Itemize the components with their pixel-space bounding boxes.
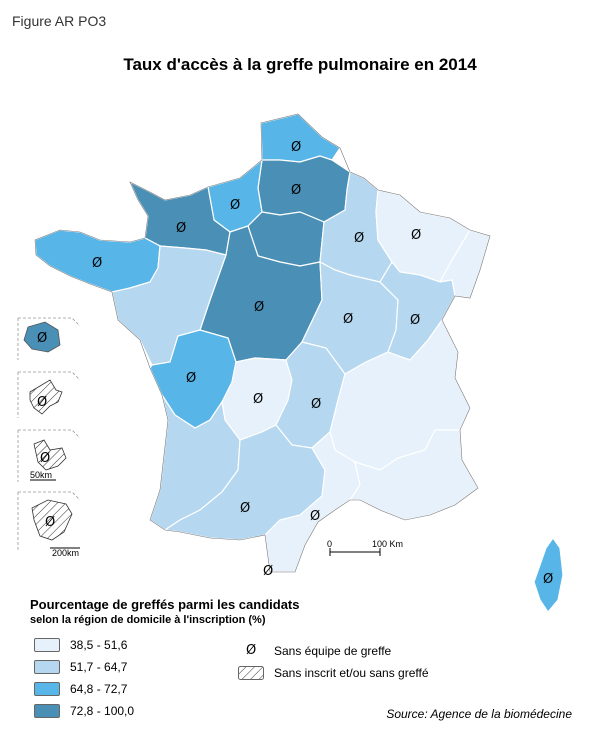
no-team-symbol: Ø [543,572,554,587]
no-team-symbol: Ø [40,451,51,466]
legend-class-label: 72,8 - 100,0 [70,704,135,718]
no-team-symbol: Ø [354,231,365,246]
legend-subtitle: selon la région de domicile à l'inscription (%) [30,614,266,626]
legend-swatch [34,660,60,674]
legend-title: Pourcentage de greffés parmi les candidats [30,597,300,612]
legend-symbol-hatched [238,665,429,681]
no-team-symbol: Ø [186,371,197,386]
legend-class-3 [34,681,127,697]
no-team-symbol: Ø [254,300,265,315]
no-team-symbol: Ø [291,140,302,155]
no-team-symbol: Ø [45,515,56,530]
legend-class-label: 38,5 - 51,6 [70,638,128,652]
legend-class-1 [34,637,127,653]
legend-class-2 [34,659,127,675]
no-team-symbol: Ø [310,509,321,524]
scale-bar [330,548,380,556]
no-team-glyph: Ø [246,643,257,658]
scale-label-hundred: 100 Km [372,539,404,549]
no-team-symbol: Ø [311,397,322,412]
legend-swatch [34,638,60,652]
no-team-symbol: Ø [37,395,48,410]
overseas-insets [18,318,80,558]
inset-scale-small: 50km [30,470,53,480]
legend-class-4 [34,703,134,719]
inset-scale-large: 200km [52,548,80,558]
no-team-symbol: Ø [411,228,422,243]
no-team-symbol: Ø [176,221,187,236]
no-team-symbol: Ø [343,312,354,327]
no-team-symbol: Ø [230,198,241,213]
hatch-swatch-icon [238,666,264,680]
no-team-symbol: Ø [291,183,302,198]
no-team-symbol: Ø [410,313,421,328]
no-team-symbol [238,644,264,658]
legend-symbol-label: Sans équipe de greffe [274,644,392,658]
figure-label: Figure AR PO3 [12,13,107,29]
no-team-symbol: Ø [92,256,103,271]
source-note: Source: Agence de la biomédecine [386,707,572,721]
scale-label-zero: 0 [327,539,333,549]
legend-class-label: 64,8 - 72,7 [70,682,128,696]
region-picardie [258,156,350,222]
map-title: Taux d'accès à la greffe pulmonaire en 2014 [123,55,477,74]
legend-class-label: 51,7 - 64,7 [70,660,128,674]
no-team-symbol: Ø [240,501,251,516]
legend-symbol-no-team [238,643,391,659]
legend-swatch [34,682,60,696]
no-team-symbol: Ø [37,331,48,346]
no-team-symbol: Ø [253,392,264,407]
legend-symbol-label: Sans inscrit et/ou sans greffé [274,666,429,680]
no-team-symbol: Ø [263,564,274,579]
legend-swatch [34,704,60,718]
